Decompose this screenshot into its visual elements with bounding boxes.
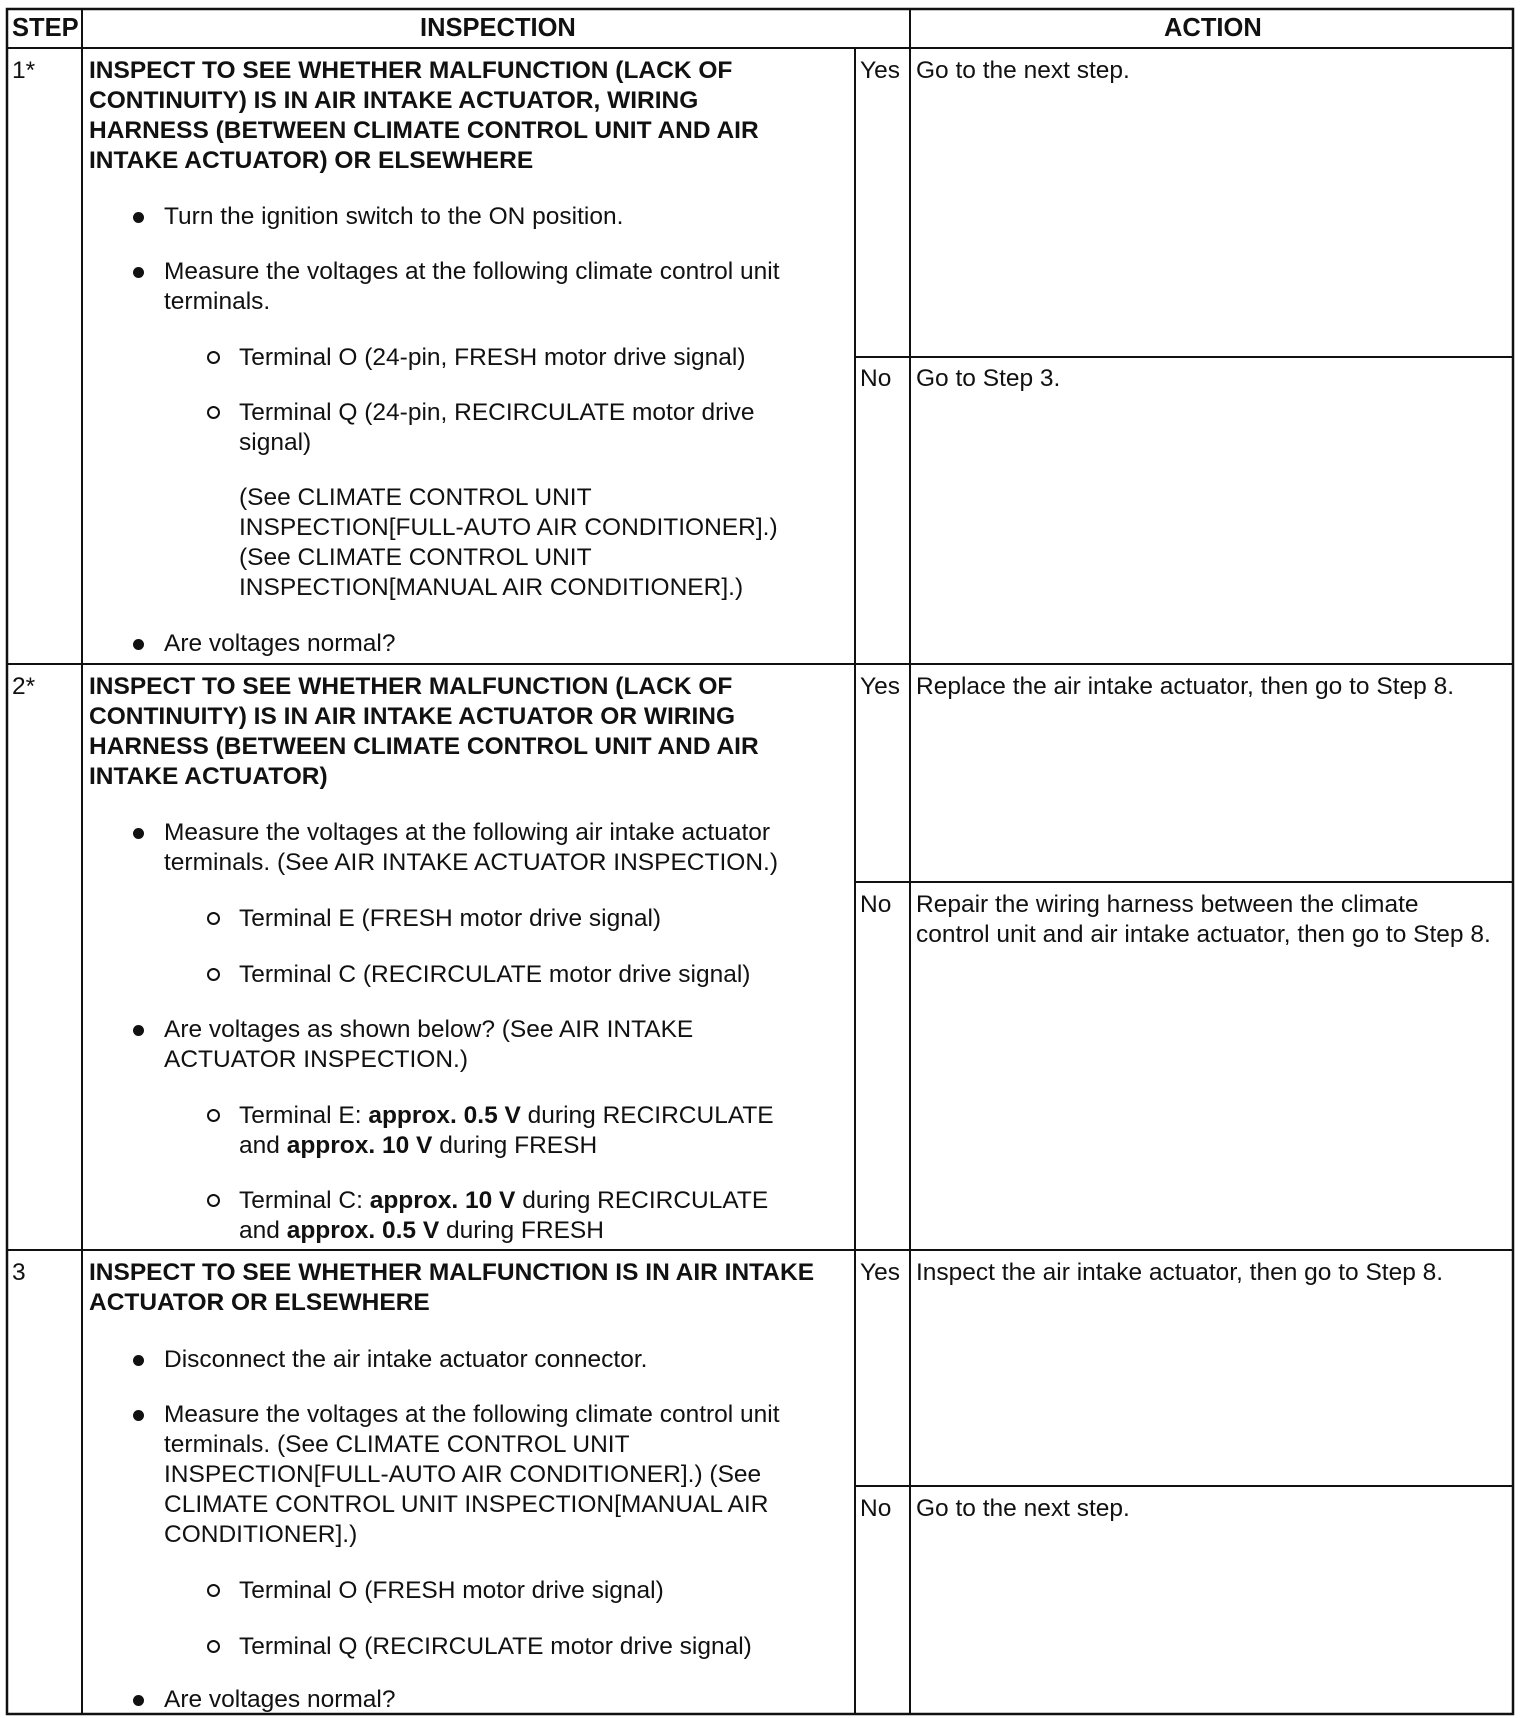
step-title-line: INTAKE ACTUATOR) OR ELSEWHERE [89, 147, 534, 174]
yes-label: Yes [860, 673, 900, 700]
step-title-line: CONTINUITY) IS IN AIR INTAKE ACTUATOR, WIRING [89, 87, 699, 114]
step-title-line: CONTINUITY) IS IN AIR INTAKE ACTUATOR OR WIRING [89, 703, 736, 730]
bullet-text: CONDITIONER].) [164, 1521, 358, 1548]
no-action: Repair the wiring harness between the climate [916, 891, 1419, 918]
bullet-icon [133, 1355, 144, 1366]
bullet-text: INSPECTION[FULL-AUTO AIR CONDITIONER].) (See [164, 1461, 762, 1488]
sub-bullet-text: Terminal C: approx. 10 V during RECIRCULATE [239, 1187, 769, 1214]
header-step: STEP [12, 14, 79, 42]
bullet-icon [133, 212, 144, 223]
step-title-line: HARNESS (BETWEEN CLIMATE CONTROL UNIT AND AIR [89, 117, 759, 144]
bullet-text: ACTUATOR INSPECTION.) [164, 1046, 469, 1073]
sub-bullet-text: Terminal Q (RECIRCULATE motor drive signal) [239, 1633, 752, 1660]
yes-label: Yes [860, 57, 900, 84]
bullet-text: Measure the voltages at the following air intake actuator [164, 819, 771, 846]
bullet-text: Are voltages normal? [164, 630, 396, 657]
sub-bullet-icon [207, 1194, 220, 1207]
step-title-line: INSPECT TO SEE WHETHER MALFUNCTION IS IN AIR INTAKE [89, 1259, 815, 1286]
sub-bullet-icon [207, 968, 220, 981]
sub-bullet-text: Terminal E: approx. 0.5 V during RECIRCULATE [239, 1102, 774, 1129]
yes-action: Replace the air intake actuator, then go to Step 8. [916, 673, 1454, 700]
sub-bullet-text: Terminal Q (24-pin, RECIRCULATE motor drive [239, 399, 755, 426]
bullet-text: Turn the ignition switch to the ON position. [164, 203, 624, 230]
bullet-icon [133, 1695, 144, 1706]
no-action: Go to the next step. [916, 1495, 1130, 1522]
step-title-line: INSPECT TO SEE WHETHER MALFUNCTION (LACK OF [89, 673, 733, 700]
bullet-text: CLIMATE CONTROL UNIT INSPECTION[MANUAL AIR [164, 1491, 769, 1518]
bullet-text: Are voltages as shown below? (See AIR INTAKE [164, 1016, 694, 1043]
reference-note: INSPECTION[FULL-AUTO AIR CONDITIONER].) [239, 514, 778, 541]
sub-bullet-icon [207, 1640, 220, 1653]
no-label: No [860, 365, 892, 392]
bullet-text: Measure the voltages at the following climate control unit [164, 258, 780, 285]
bullet-icon [133, 1025, 144, 1036]
step-number: 3 [12, 1259, 26, 1286]
sub-bullet-text: signal) [239, 429, 312, 456]
yes-label: Yes [860, 1259, 900, 1286]
sub-bullet-text: Terminal O (24-pin, FRESH motor drive signal) [239, 344, 746, 371]
bullet-icon [133, 267, 144, 278]
sub-bullet-text: Terminal O (FRESH motor drive signal) [239, 1577, 664, 1604]
sub-bullet-text: Terminal C (RECIRCULATE motor drive signal) [239, 961, 751, 988]
bullet-text: terminals. (See CLIMATE CONTROL UNIT [164, 1431, 630, 1458]
bullet-text: Measure the voltages at the following climate control unit [164, 1401, 780, 1428]
yes-action: Go to the next step. [916, 57, 1130, 84]
no-action: Go to Step 3. [916, 365, 1061, 392]
sub-bullet-icon [207, 1584, 220, 1597]
reference-note: (See CLIMATE CONTROL UNIT [239, 544, 592, 571]
no-label: No [860, 1495, 892, 1522]
reference-note: INSPECTION[MANUAL AIR CONDITIONER].) [239, 574, 744, 601]
header-action: ACTION [1164, 14, 1262, 42]
sub-bullet-text: Terminal E (FRESH motor drive signal) [239, 905, 662, 932]
step-number: 1* [12, 57, 36, 84]
yes-action: Inspect the air intake actuator, then go to Step 8. [916, 1259, 1444, 1286]
step-title-line: ACTUATOR OR ELSEWHERE [89, 1289, 430, 1316]
bullet-text: Disconnect the air intake actuator connector. [164, 1346, 648, 1373]
step-number: 2* [12, 673, 36, 700]
bullet-icon [133, 1410, 144, 1421]
step-title-line: HARNESS (BETWEEN CLIMATE CONTROL UNIT AND AIR [89, 733, 759, 760]
sub-bullet-text: and approx. 10 V during FRESH [239, 1132, 598, 1159]
no-action: control unit and air intake actuator, then go to Step 8. [916, 921, 1491, 948]
step-title-line: INTAKE ACTUATOR) [89, 763, 328, 790]
sub-bullet-icon [207, 406, 220, 419]
header-inspection: INSPECTION [420, 14, 576, 42]
bullet-text: terminals. (See AIR INTAKE ACTUATOR INSPECTION.) [164, 849, 778, 876]
sub-bullet-icon [207, 351, 220, 364]
step-title-line: INSPECT TO SEE WHETHER MALFUNCTION (LACK OF [89, 57, 733, 84]
no-label: No [860, 891, 892, 918]
bullet-icon [133, 828, 144, 839]
sub-bullet-icon [207, 912, 220, 925]
bullet-text: Are voltages normal? [164, 1686, 396, 1713]
sub-bullet-text: and approx. 0.5 V during FRESH [239, 1217, 604, 1244]
bullet-text: terminals. [164, 288, 271, 315]
bullet-icon [133, 639, 144, 650]
sub-bullet-icon [207, 1109, 220, 1122]
reference-note: (See CLIMATE CONTROL UNIT [239, 484, 592, 511]
